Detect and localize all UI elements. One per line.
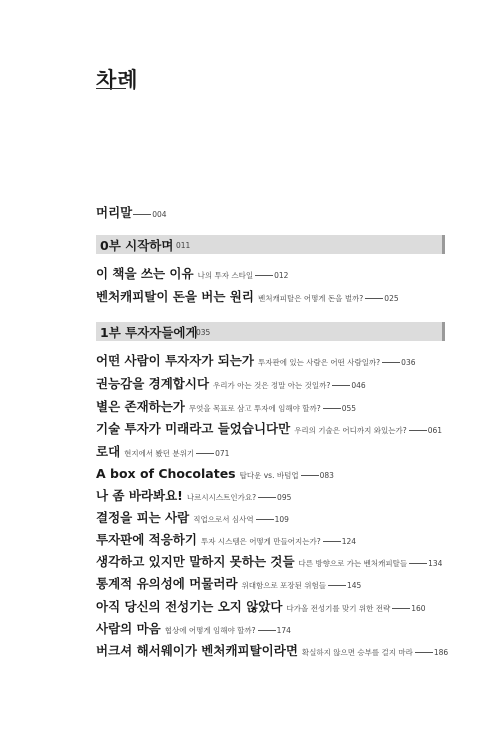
leader-line	[409, 430, 427, 431]
entry-title: 생각하고 있지만 말하지 못하는 것들	[96, 554, 295, 569]
entry-title: 버크셔 해서웨이가 벤처캐피탈이라면	[96, 643, 298, 658]
entry-title: 투자판에 적응하기	[96, 532, 197, 547]
leader-line	[409, 563, 427, 564]
leader-line	[258, 497, 276, 498]
toc-entry[interactable]	[96, 396, 356, 415]
toc-entry[interactable]	[96, 263, 288, 282]
page-number: 186	[433, 648, 449, 657]
toc-entry-preface[interactable]	[96, 202, 167, 221]
page-number: 012	[274, 271, 289, 280]
leader-line	[328, 585, 346, 586]
leader-line	[392, 608, 410, 609]
entry-title: 아직 당신의 전성기는 오지 않았다	[96, 599, 283, 614]
leader-line	[323, 541, 341, 542]
entry-title: 별은 존재하는가	[96, 399, 185, 414]
page-number: 036	[401, 358, 416, 367]
leader-line	[258, 630, 276, 631]
entry-subtitle: 탑다운 vs. 바텀업	[239, 471, 299, 480]
entry-title: 권능감을 경계합시다	[96, 376, 210, 391]
leader-line	[382, 362, 400, 363]
toc-entry[interactable]	[96, 418, 442, 437]
part-title: 1부 투자자들에게	[100, 325, 198, 340]
entry-title: 머리말	[96, 205, 133, 220]
part-title: 0부 시작하며	[100, 238, 174, 253]
toc-title: 차례	[96, 68, 139, 92]
entry-subtitle: 우리의 기술은 어디까지 와있는가?	[294, 426, 407, 435]
entry-title: 나 좀 바라봐요!	[96, 488, 183, 503]
page-number: 174	[276, 626, 291, 635]
entry-subtitle: 다가올 전성기를 맞기 위한 전략	[286, 604, 391, 613]
leader-line	[255, 275, 273, 276]
toc-entry[interactable]	[96, 551, 442, 570]
entry-title: 로대	[96, 444, 121, 459]
entry-subtitle: 투자판에 있는 사람은 어떤 사람일까?	[257, 358, 381, 367]
entry-title: 통계적 유의성에 머물러라	[96, 576, 238, 591]
toc-entry[interactable]	[96, 441, 229, 460]
leader-line	[301, 475, 319, 476]
page-number: 004	[152, 210, 167, 219]
page-number: 083	[319, 471, 334, 480]
entry-subtitle: 벤처캐피탈은 어떻게 돈을 벌까?	[257, 294, 364, 303]
leader-line	[415, 652, 433, 653]
entry-subtitle: 무엇을 목표로 삼고 투자에 임해야 할까?	[188, 404, 321, 413]
toc-entry[interactable]	[96, 618, 291, 637]
entry-title: 사람의 마음	[96, 621, 161, 636]
entry-subtitle: 협상에 어떻게 임해야 할까?	[164, 626, 256, 635]
page-number: 124	[341, 537, 357, 546]
leader-line	[365, 298, 383, 299]
entry-subtitle: 위대함으로 포장된 위험들	[241, 581, 326, 590]
toc-entry[interactable]	[96, 485, 291, 504]
page-number: 061	[427, 426, 443, 435]
page-number: 011	[176, 241, 191, 250]
leader-line	[133, 214, 151, 215]
entry-title: 기술 투자가 미래라고 들었습니다만	[96, 421, 291, 436]
page-number: 035	[196, 328, 211, 337]
entry-subtitle: 현지에서 봤던 분위기	[124, 449, 195, 458]
page-number: 134	[428, 559, 443, 568]
entry-subtitle: 확실하지 않으면 승부를 걸지 마라	[301, 648, 413, 657]
title-underline	[96, 88, 126, 89]
entry-title: 어떤 사람이 투자자가 되는가	[96, 353, 254, 368]
toc-entry[interactable]	[96, 373, 366, 392]
page-number: 109	[274, 515, 289, 524]
leader-line	[323, 408, 341, 409]
entry-subtitle: 투자 시스템은 어떻게 만들어지는가?	[200, 537, 321, 546]
entry-title: A box of Chocolates	[96, 466, 236, 481]
page-number: 025	[384, 294, 399, 303]
page-number: 055	[341, 404, 357, 413]
toc-entry[interactable]	[96, 350, 416, 369]
part-header-0[interactable]	[96, 235, 445, 254]
page-number: 095	[277, 493, 292, 502]
leader-line	[256, 519, 274, 520]
leader-line	[332, 385, 350, 386]
entry-subtitle: 다른 방향으로 가는 벤처캐피탈들	[298, 559, 408, 568]
entry-subtitle: 나의 투자 스타일	[197, 271, 254, 280]
page-number: 046	[351, 381, 366, 390]
toc-entry[interactable]	[96, 640, 448, 659]
entry-title: 결정을 피는 사람	[96, 510, 190, 525]
toc-entry[interactable]	[96, 596, 426, 615]
part-header-1[interactable]	[96, 322, 445, 341]
entry-title: 이 책을 쓰는 이유	[96, 266, 194, 281]
toc-entry[interactable]	[96, 463, 334, 482]
toc-entry[interactable]	[96, 286, 399, 305]
entry-title: 벤처캐피탈이 돈을 버는 원리	[96, 289, 254, 304]
toc-entry[interactable]	[96, 507, 289, 526]
entry-subtitle: 나르시시스트인가요?	[186, 493, 257, 502]
leader-line	[196, 453, 214, 454]
toc-entry[interactable]	[96, 529, 356, 548]
toc-entry[interactable]	[96, 573, 361, 592]
entry-subtitle: 우리가 아는 것은 정말 아는 것일까?	[213, 381, 331, 390]
page-number: 145	[347, 581, 362, 590]
page-number: 160	[411, 604, 426, 613]
entry-subtitle: 직업으로서 심사역	[193, 515, 254, 524]
page-number: 071	[215, 449, 230, 458]
